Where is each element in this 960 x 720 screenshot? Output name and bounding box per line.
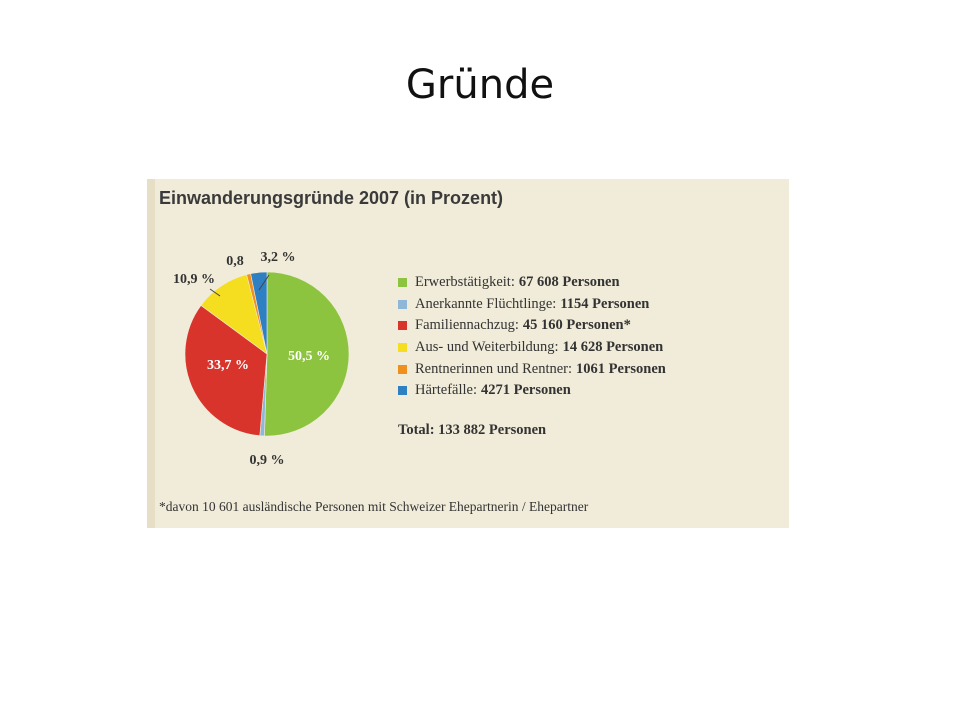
legend-swatch — [398, 365, 407, 374]
chart-legend — [398, 272, 666, 402]
slice-data-label: 0,8 — [226, 254, 244, 269]
legend-swatch — [398, 321, 407, 330]
slice-data-label: 33,7 % — [207, 358, 249, 373]
legend-label: Anerkannte Flüchtlinge: — [415, 295, 557, 312]
legend-item — [398, 315, 666, 337]
legend-swatch — [398, 343, 407, 352]
legend-value: 45 160 Personen* — [522, 317, 631, 334]
legend-label: Rentnerinnen und Rentner: — [415, 360, 573, 377]
chart-figure — [147, 179, 789, 528]
slice-data-label: 3,2 % — [260, 250, 296, 265]
legend-item — [398, 272, 666, 294]
legend-label: Erwerbstätigkeit: — [415, 274, 515, 291]
legend-item — [398, 358, 666, 380]
chart-total: Total: 133 882 Personen — [398, 422, 547, 438]
legend-value: 4271 Personen — [481, 382, 571, 399]
legend-item — [398, 380, 666, 402]
slice-data-label: 10,9 % — [173, 272, 215, 287]
chart-title: Einwanderungsgründe 2007 (in Prozent) — [159, 188, 504, 208]
legend-item — [398, 294, 666, 316]
legend-item — [398, 337, 666, 359]
legend-swatch — [398, 300, 407, 309]
chart-footnote: *davon 10 601 ausländische Personen mit Schweizer Ehepartnerin / Ehepartner — [159, 499, 589, 514]
slice-data-label: 0,9 % — [249, 453, 285, 468]
legend-label: Härtefälle: — [415, 382, 477, 399]
legend-value: 1154 Personen — [560, 295, 650, 312]
legend-swatch — [398, 278, 407, 287]
slice-data-label: 50,5 % — [288, 349, 330, 364]
legend-label: Familiennachzug: — [415, 317, 519, 334]
legend-value: 1061 Personen — [576, 360, 666, 377]
legend-label: Aus- und Weiterbildung: — [415, 339, 559, 356]
legend-value: 67 608 Personen — [518, 274, 620, 291]
slide-title: Gründe — [405, 62, 555, 108]
legend-value: 14 628 Personen — [562, 339, 664, 356]
legend-swatch — [398, 386, 407, 395]
